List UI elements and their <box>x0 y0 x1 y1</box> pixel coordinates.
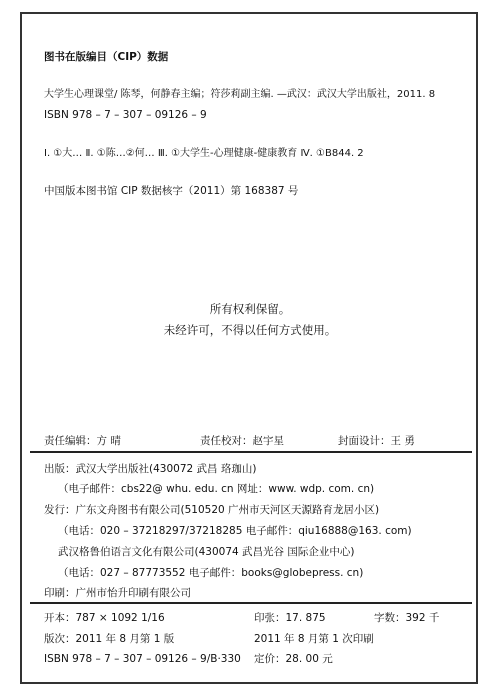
distributor-contact-2: （电话：027 – 87773552 电子邮件：books@globepress. cn) <box>58 567 364 579</box>
spec-price: 定价：28. 00 元 <box>254 653 333 665</box>
credit-cover-design: 封面设计：王 勇 <box>338 435 415 447</box>
rights-reserved: 所有权利保留。 <box>209 302 291 316</box>
spec-isbn: ISBN 978 – 7 – 307 – 09126 – 9/B·330 <box>44 653 241 665</box>
spec-sheets: 印张：17. 875 <box>254 612 326 624</box>
distributor-contact-1: （电话：020 – 37218297/37218285 电子邮件：qiu16888@163. com) <box>58 525 412 537</box>
rights-notice: 未经许可，不得以任何方式使用。 <box>163 323 337 337</box>
cip-isbn-line: ISBN 978 – 7 – 307 – 09126 – 9 <box>44 109 207 121</box>
spec-impression: 2011 年 8 月第 1 次印刷 <box>254 633 374 645</box>
publisher-contact: （电子邮件：cbs22@ whu. edu. cn 网址：www. wdp. com. cn) <box>58 483 375 495</box>
cip-heading: 图书在版编目（CIP）数据 <box>44 51 169 63</box>
credit-proofreader: 责任校对：赵宇星 <box>200 435 284 447</box>
cip-verification: 中国版本图书馆 CIP 数据核字（2011）第 168387 号 <box>44 185 299 197</box>
distributor-line-1: 发行：广东文舟图书有限公司(510520 广州市天河区天源路育龙居小区) <box>44 504 380 516</box>
specs-divider <box>30 602 472 604</box>
spec-edition: 版次：2011 年 8 月第 1 版 <box>44 633 175 645</box>
distributor-line-2: 武汉格鲁伯语言文化有限公司(430074 武昌光谷 国际企业中心) <box>58 546 355 558</box>
cip-subject-line: Ⅰ. ①大… Ⅱ. ①陈…②何… Ⅲ. ①大学生-心理健康-健康教育 Ⅳ. ①B844. 2 <box>44 148 364 159</box>
spec-words: 字数：392 千 <box>374 612 440 624</box>
publisher-line: 出版：武汉大学出版社(430072 武昌 珞珈山) <box>44 463 257 475</box>
printer-line: 印刷：广州市怡升印刷有限公司 <box>44 587 191 599</box>
credit-editor: 责任编辑：方 晴 <box>44 435 121 447</box>
cip-record-line: 大学生心理课堂/ 陈琴，何静春主编；符莎莉副主编. —武汉：武汉大学出版社，2011. 8 <box>44 89 436 100</box>
credits-divider <box>30 451 472 453</box>
spec-format: 开本：787 × 1092 1/16 <box>44 612 165 624</box>
